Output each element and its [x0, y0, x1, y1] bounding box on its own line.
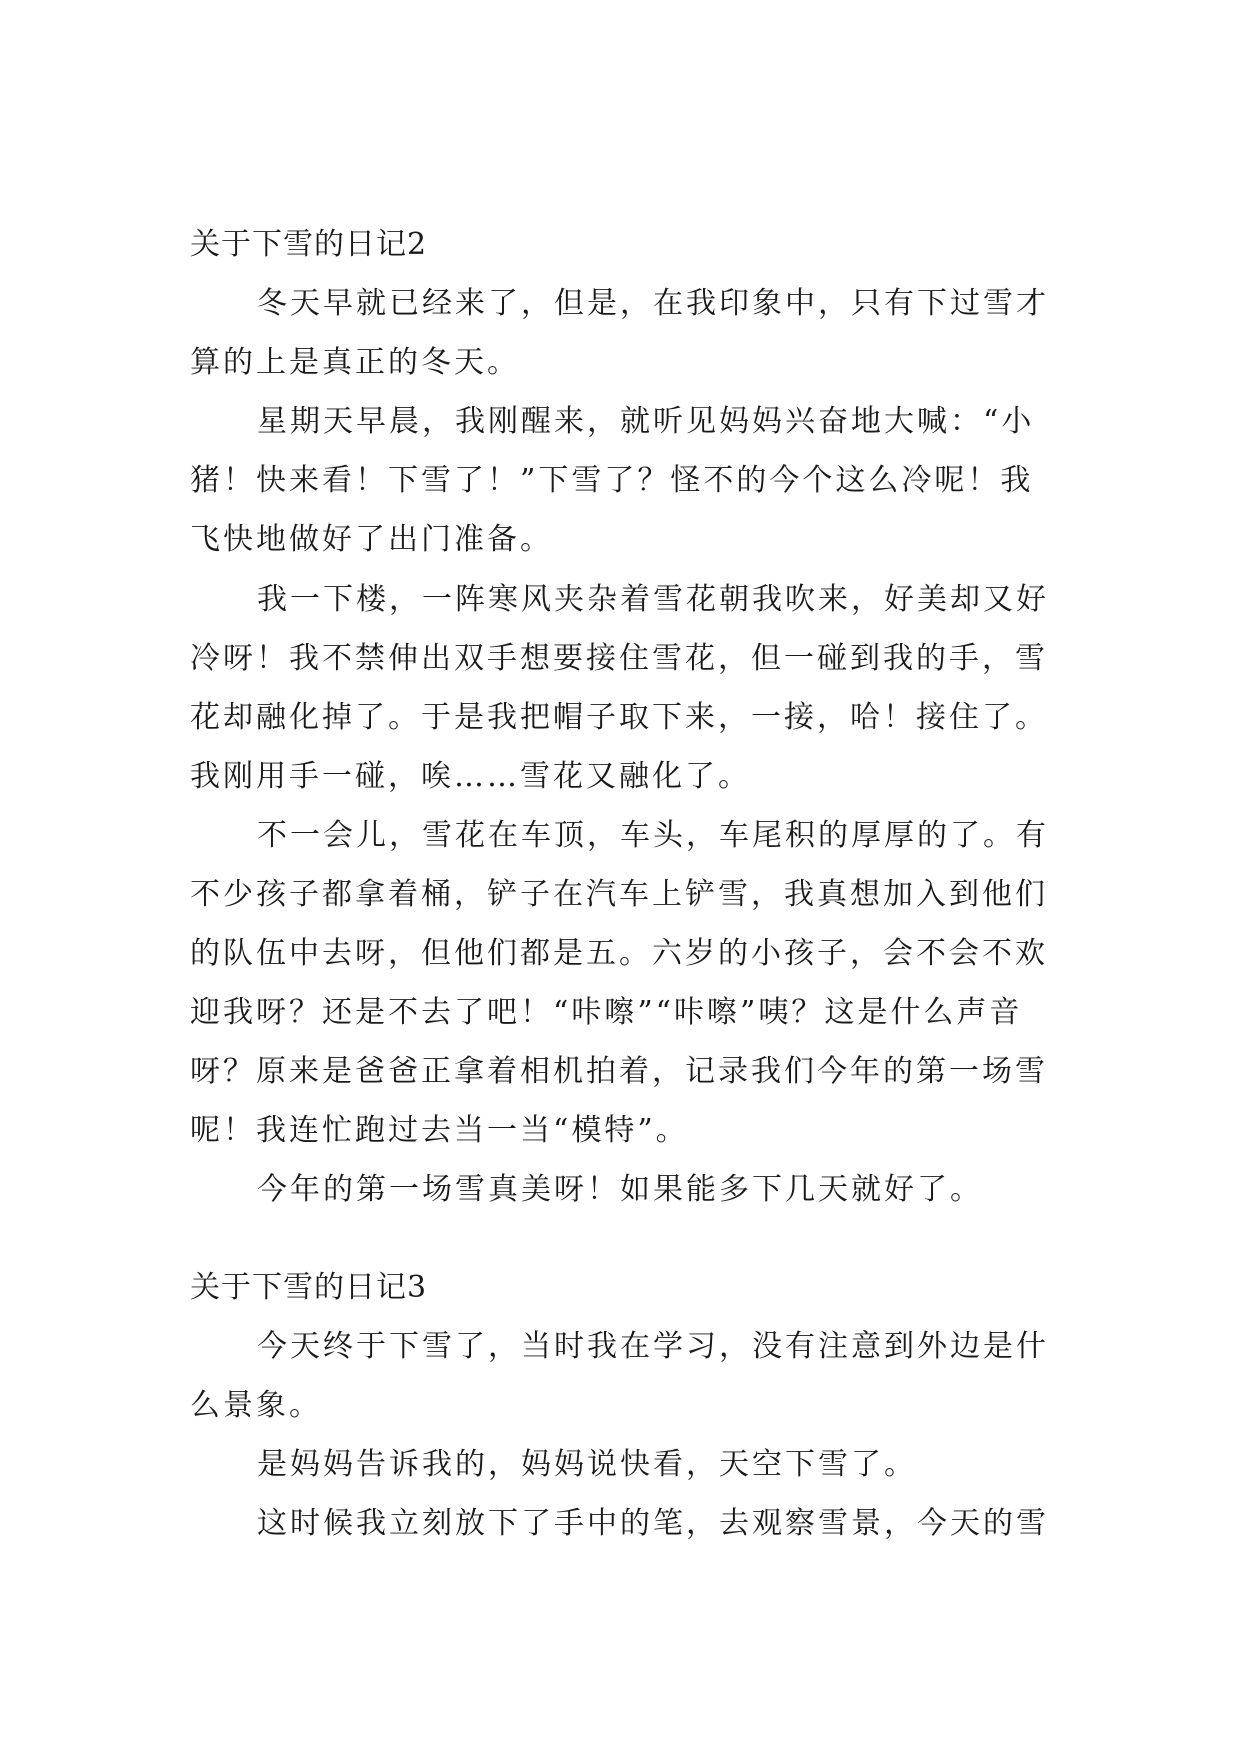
- paragraph-line: 呀？原来是爸爸正拿着相机拍着，记录我们今年的第一场雪: [190, 1054, 1048, 1089]
- paragraph-line: 这时候我立刻放下了手中的笔，去观察雪景，今天的雪: [257, 1506, 1049, 1541]
- paragraph-line: 我刚用手一碰，唉……雪花又融化了。: [190, 759, 751, 794]
- paragraph-line: 迎我呀？还是不去了吧！“咔嚓”“咔嚓”咦？这是什么声音: [190, 995, 1023, 1030]
- paragraph-line: 今天终于下雪了，当时我在学习，没有注意到外边是什: [257, 1329, 1049, 1364]
- section-title: 关于下雪的日记3: [190, 1270, 428, 1305]
- paragraph-line: 飞快地做好了出门准备。: [190, 522, 553, 557]
- paragraph-line: 今年的第一场雪真美呀！如果能多下几天就好了。: [257, 1172, 983, 1207]
- paragraph-line: 星期天早晨，我刚醒来，就听见妈妈兴奋地大喊：“小: [257, 404, 1035, 439]
- paragraph-line: 不少孩子都拿着桶，铲子在汽车上铲雪，我真想加入到他们: [190, 877, 1048, 912]
- paragraph-line: 算的上是真正的冬天。: [190, 345, 520, 380]
- paragraph-line: 猪！快来看！下雪了！”下雪了？怪不的今个这么冷呢！我: [190, 463, 1034, 498]
- paragraph-line: 呢！我连忙跑过去当一当“模特”。: [190, 1113, 689, 1148]
- paragraph-line: 花却融化掉了。于是我把帽子取下来，一接，哈！接住了。: [190, 700, 1048, 735]
- paragraph-line: 是妈妈告诉我的，妈妈说快看，天空下雪了。: [257, 1447, 917, 1482]
- paragraph-line: 的队伍中去呀，但他们都是五。六岁的小孩子，会不会不欢: [190, 936, 1048, 971]
- paragraph-line: 不一会儿，雪花在车顶，车头，车尾积的厚厚的了。有: [257, 818, 1049, 853]
- paragraph-line: 我一下楼，一阵寒风夹杂着雪花朝我吹来，好美却又好: [257, 582, 1049, 617]
- paragraph-line: 冬天早就已经来了，但是，在我印象中，只有下过雪才: [257, 286, 1049, 321]
- paragraph-line: 冷呀！我不禁伸出双手想要接住雪花，但一碰到我的手，雪: [190, 641, 1048, 676]
- paragraph-line: 么景象。: [190, 1388, 322, 1423]
- section-title: 关于下雪的日记2: [190, 227, 428, 262]
